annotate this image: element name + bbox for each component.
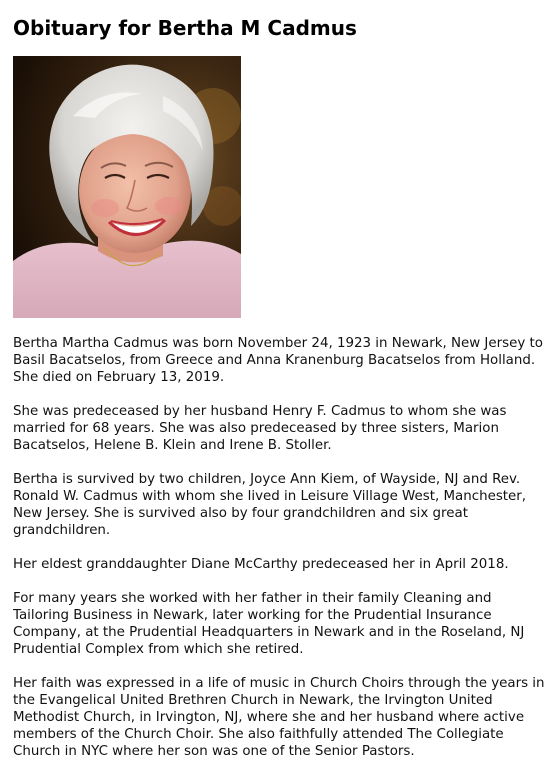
paragraph-granddaughter: Her eldest granddaughter Diane McCarthy predeceased her in April 2018. [13, 557, 509, 572]
page-title: Obituary for Bertha M Cadmus [13, 16, 357, 40]
paragraph-survived: Bertha is survived by two children, Joyce Ann Kiem, of Wayside, NJ and Rev. Ronald W. Cadmus with whom she lived in Leisure Village West, Manchester, New Jersey. She is survived also by four grandchildren and six great grandchildren. [13, 472, 527, 538]
portrait-photo [13, 56, 241, 318]
portrait-illustration [13, 56, 241, 318]
paragraph-predeceased: She was predeceased by her husband Henry F. Cadmus to whom she was married for 68 years. She was also predeceased by three sisters, Marion Bacatselos, Helene B. Klein and Irene B. Stoller. [13, 404, 507, 453]
paragraph-faith: Her faith was expressed in a life of music in Church Choirs through the years in the Evangelical United Brethren Church in Newark, the Irvington United Methodist Church, in Irvington, NJ, where she and her husband where active members of the Church Choir. She also faithfully attended The Collegiate Church in NYC where her son was one of the Senior Pastors. [13, 676, 545, 759]
paragraph-birth: Bertha Martha Cadmus was born November 24, 1923 in Newark, New Jersey to Basil Bacatselos, from Greece and Anna Kranenburg Bacatselos from Holland. She died on February 13, 2019. [13, 336, 543, 385]
paragraph-career: For many years she worked with her father in their family Cleaning and Tailoring Business in Newark, later working for the Prudential Insurance Company, at the Prudential Headquarters in Newark and in the Roseland, NJ Prudential Complex from which she retired. [13, 591, 525, 657]
obituary-text [13, 335, 545, 760]
